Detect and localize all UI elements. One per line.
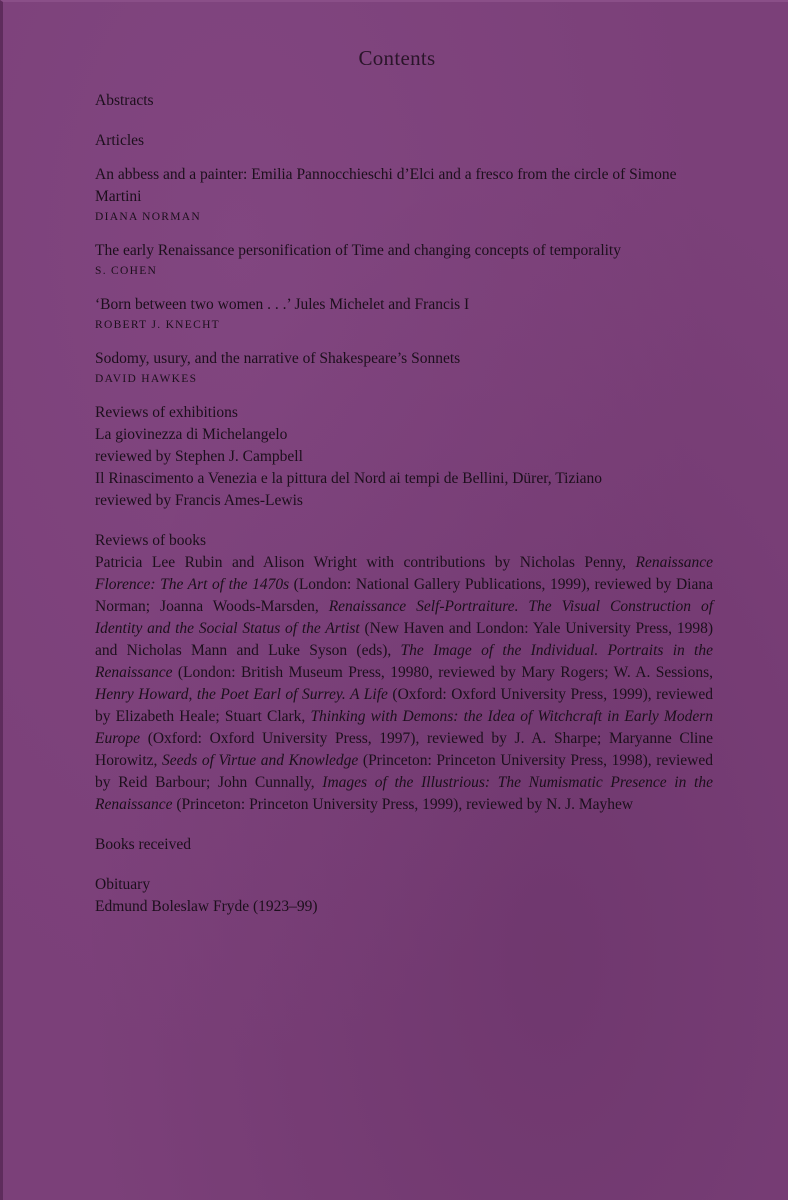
book-reviews: [95, 530, 713, 816]
page-title: Contents: [358, 46, 436, 70]
exhibition-title[interactable]: Il Rinascimento a Venezia e la pittura del Nord ai tempi de Bellini, Dürer, Tiziano: [95, 470, 603, 487]
article-title: Sodomy, usury, and the narrative of Shakespeare’s Sonnets: [95, 350, 461, 367]
review-text: (Oxford: Oxford University Press, 1999), reviewed by Elizabeth Heale; Stuart Clark,: [95, 686, 713, 725]
article-entry[interactable]: [95, 164, 713, 226]
articles-heading: Articles: [95, 132, 145, 149]
article-title: ‘Born between two women . . .’ Jules Michelet and Francis I: [95, 296, 470, 313]
article-title: The early Renaissance personification of Time and changing concepts of temporality: [95, 242, 621, 259]
obituary-entry[interactable]: Edmund Boleslaw Fryde (1923–99): [95, 898, 318, 915]
book-title: The Image of the Individual. Portraits in the Renaissance: [95, 642, 713, 681]
article-entry[interactable]: [95, 240, 713, 280]
books-received[interactable]: Books received: [95, 836, 191, 853]
book-title: Thinking with Demons: the Idea of Witchcraft in Early Modern Europe: [95, 708, 713, 747]
book-title: Henry Howard, the Poet Earl of Surrey. A Life: [95, 686, 388, 703]
exhibition-reviews: [95, 402, 713, 512]
article-author: DAVID HAWKES: [95, 373, 198, 385]
exhibitions-heading: Reviews of exhibitions: [95, 404, 238, 421]
review-text: (London: National Gallery Publications, 1999), reviewed by Diana Norman; Joanna Woods-Marsden,: [95, 576, 713, 615]
book-title: Seeds of Virtue and Knowledge: [162, 752, 359, 769]
review-text: (Princeton: Princeton University Press, 1998), reviewed by Reid Barbour; John Cunnally,: [95, 752, 713, 791]
article-author: ROBERT J. KNECHT: [95, 319, 221, 331]
book-title: Renaissance Florence: The Art of the 1470s: [95, 554, 713, 593]
article-author: S. COHEN: [95, 265, 158, 277]
contents-list: [95, 90, 713, 918]
exhibition-reviewer: reviewed by Francis Ames-Lewis: [95, 492, 303, 509]
article-title: An abbess and a painter: Emilia Pannocchieschi d’Elci and a fresco from the circle of Simone Martini: [95, 166, 677, 205]
review-text: (New Haven and London: Yale University Press, 1998) and Nicholas Mann and Luke Syson (eds),: [95, 620, 713, 659]
article-entry[interactable]: [95, 294, 713, 334]
article-author: DIANA NORMAN: [95, 211, 202, 223]
book-title: Renaissance Self-Portraiture. The Visual Construction of Identity and the Social Status of the Artist: [95, 598, 713, 637]
obituary-section: [95, 874, 713, 918]
book-title: Images of the Illustrious: The Numismatic Presence in the Renaissance: [95, 774, 713, 813]
books-heading: Reviews of books: [95, 532, 207, 549]
exhibition-reviewer: reviewed by Stephen J. Campbell: [95, 448, 303, 465]
review-text: Patricia Lee Rubin and Alison Wright with contributions by Nicholas Penny,: [95, 554, 636, 571]
review-text: (London: British Museum Press, 19980, reviewed by Mary Rogers; W. A. Sessions,: [172, 664, 713, 681]
article-entry[interactable]: [95, 348, 713, 388]
exhibition-title[interactable]: La giovinezza di Michelangelo: [95, 426, 288, 443]
review-text: (Princeton: Princeton University Press, 1999), reviewed by N. J. Mayhew: [172, 796, 634, 813]
obituary-heading: Obituary: [95, 876, 151, 893]
review-text: (Oxford: Oxford University Press, 1997), reviewed by J. A. Sharpe; Maryanne Cline Horowitz,: [95, 730, 713, 769]
book-reviews-paragraph[interactable]: [95, 552, 713, 816]
abstracts-heading[interactable]: Abstracts: [95, 92, 154, 109]
